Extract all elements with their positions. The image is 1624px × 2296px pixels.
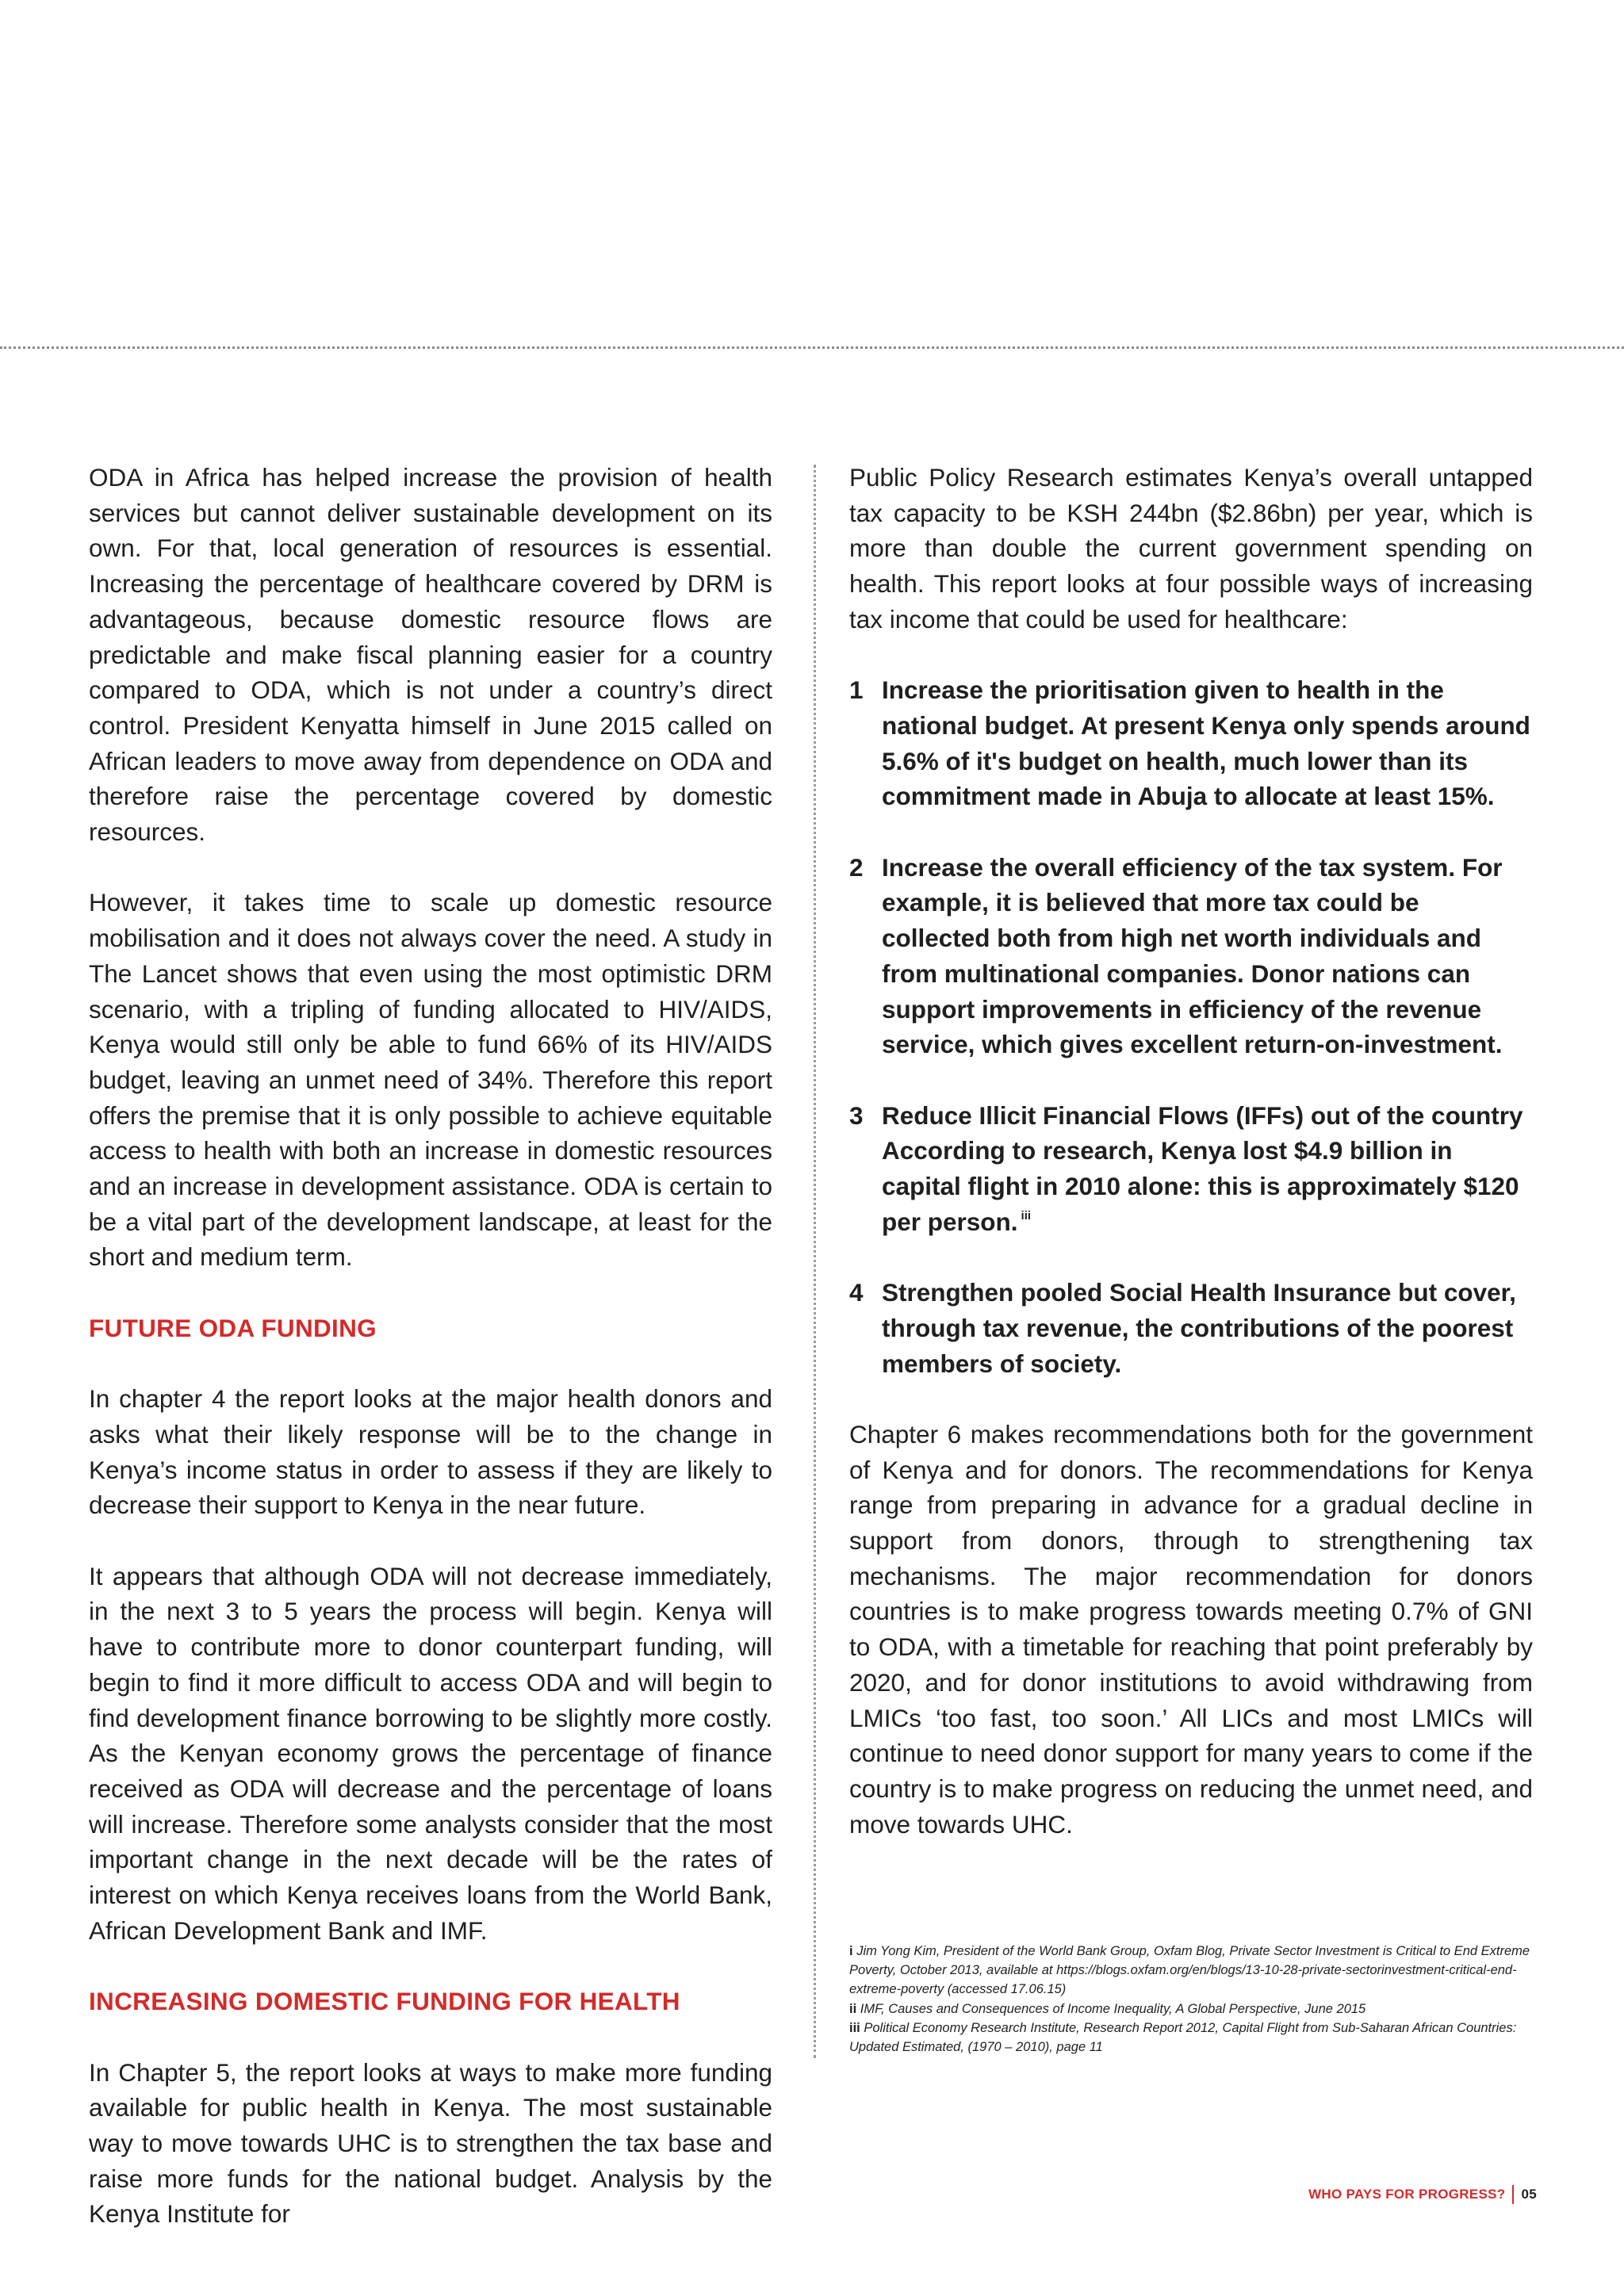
tax-options-list (849, 672, 1533, 1381)
left-column (89, 460, 772, 2267)
column-divider (814, 465, 816, 2058)
list-item-text: Increase the overall efficiency of the tax system. For example, it is believed that more tax could be collected both from high net worth individuals and from multinational companies. Donor nations can support improvements in efficiency of the revenue service, which gives excellent return-on-investment. (882, 852, 1503, 1059)
left-paragraph-3: In chapter 4 the report looks at the major health donors and asks what their likely response will be to the change in Kenya’s income status in order to assess if they are likely to decrease their support to Kenya in the near future. (89, 1384, 772, 1520)
left-paragraph-5: In Chapter 5, the report looks at ways to make more funding available for public health in Kenya. The most sustainable way to move towards UHC is to strengthen the tax base and raise more funds for the national budget. Analysis by the Kenya Institute for (89, 2057, 772, 2229)
list-item (849, 1275, 1533, 1381)
footnote-text: IMF, Causes and Consequences of Income Inequality, A Global Perspective, June 2015 (860, 2001, 1366, 2016)
list-item-text: Strengthen pooled Social Health Insurance but cover, through tax revenue, the contributions of the poorest members of society. (882, 1278, 1516, 1378)
list-item-number: 4 (849, 1278, 864, 1307)
footnotes (849, 1942, 1563, 2057)
list-item-text: Reduce Illicit Financial Flows (IFFs) out of the country According to research, Kenya lost $4.9 billion in capital flight in 2010 alone: this is approximately $120 per person. (882, 1100, 1523, 1236)
list-item-number: 3 (849, 1100, 864, 1130)
footnote-marker: ii (849, 2001, 857, 2016)
right-column (849, 460, 1533, 1877)
heading-increasing-domestic-funding: INCREASING DOMESTIC FUNDING FOR HEALTH (89, 1987, 680, 2016)
footnote-marker: i (849, 1944, 853, 1958)
list-item (849, 1098, 1533, 1240)
footer-separator (1512, 2185, 1514, 2204)
heading-future-oda-funding: FUTURE ODA FUNDING (89, 1313, 377, 1342)
left-paragraph-1: ODA in Africa has helped increase the provision of health services but cannot deliver sustainable development on its own. For that, local generation of resources is essential. Increasing the percentage of healthcare covered by DRM is advantageous, because domestic resource flows are predictable and make fiscal planning easier for a country compared to ODA, which is not under a country’s direct control. President Kenyatta himself in June 2015 called on African leaders to move away from dependence on ODA and therefore raise the percentage covered by domestic resources. (89, 463, 772, 847)
footnote (849, 1999, 1563, 2019)
footnote-text: Jim Yong Kim, President of the World Bank Group, Oxfam Blog, Private Sector Investment is Critical to End Extreme Poverty, October 2013, available at https://blogs.oxfam.org/en/blogs/13-10-28-private-sectorinvestment-critical-end-extreme-poverty (accessed 17.06.15) (849, 1944, 1530, 1997)
list-item (849, 672, 1533, 814)
list-item-number: 2 (849, 852, 864, 882)
top-dotted-rule (0, 346, 1624, 349)
left-paragraph-4: It appears that although ODA will not decrease immediately, in the next 3 to 5 years the process will begin. Kenya will have to contribute more to donor counterpart funding, will begin to find it more difficult to access ODA and will begin to find development finance borrowing to be slightly more costly. As the Kenyan economy grows the percentage of finance received as ODA will decrease and the percentage of loans will increase. Therefore some analysts consider that the most important change in the next decade will be the rates of interest on which Kenya receives loans from the World Bank, African Development Bank and IMF. (89, 1561, 772, 1945)
list-item-text: Increase the prioritisation given to health in the national budget. At present Kenya only spends around 5.6% of it's budget on health, much lower than its commitment made in Abuja to allocate at least 15%. (882, 675, 1530, 811)
footnote-text: Political Economy Research Institute, Research Report 2012, Capital Flight from Sub-Saharan African Countries: Updated Estimated, (1970 – 2010), page 11 (849, 2020, 1517, 2055)
left-paragraph-2: However, it takes time to scale up domestic resource mobilisation and it does not always cover the need. A study in The Lancet shows that even using the most optimistic DRM scenario, with a tripling of funding allocated to HIV/AIDS, Kenya would still only be able to fund 66% of its HIV/AIDS budget, leaving an unmet need of 34%. Therefore this report offers the premise that it is only possible to achieve equitable access to health with both an increase in domestic resources and an increase in development assistance. ODA is certain to be a vital part of the development landscape, at least for the short and medium term. (89, 888, 772, 1272)
footnote-marker: iii (849, 2020, 860, 2035)
footnote (849, 1942, 1563, 1999)
footnote (849, 2019, 1563, 2057)
page-footer (1308, 2185, 1537, 2204)
page-number: 05 (1521, 2187, 1537, 2202)
list-item (849, 850, 1533, 1062)
footer-title: WHO PAYS FOR PROGRESS? (1308, 2187, 1506, 2202)
right-paragraph-2: Chapter 6 makes recommendations both for the government of Kenya and for donors. The recommendations for Kenya range from preparing in advance for a gradual decline in support from donors, through to strengthening tax mechanisms. The major recommendation for donors countries is to make progress towards meeting 0.7% of GNI to ODA, with a timetable for reaching that point preferably by 2020, and for donor institutions to avoid withdrawing from LMICs ‘too fast, too soon.’ All LICs and most LMICs will continue to need donor support for many years to come if the country is to make progress on reducing the unmet need, and move towards UHC. (849, 1419, 1533, 1839)
list-item-number: 1 (849, 675, 864, 705)
right-paragraph-1: Public Policy Research estimates Kenya’s overall untapped tax capacity to be KSH 244bn ($2.86bn) per year, which is more than double the current government spending on health. This report looks at four possible ways of increasing tax income that could be used for healthcare: (849, 463, 1533, 633)
footnote-reference: iii (1021, 1208, 1032, 1223)
